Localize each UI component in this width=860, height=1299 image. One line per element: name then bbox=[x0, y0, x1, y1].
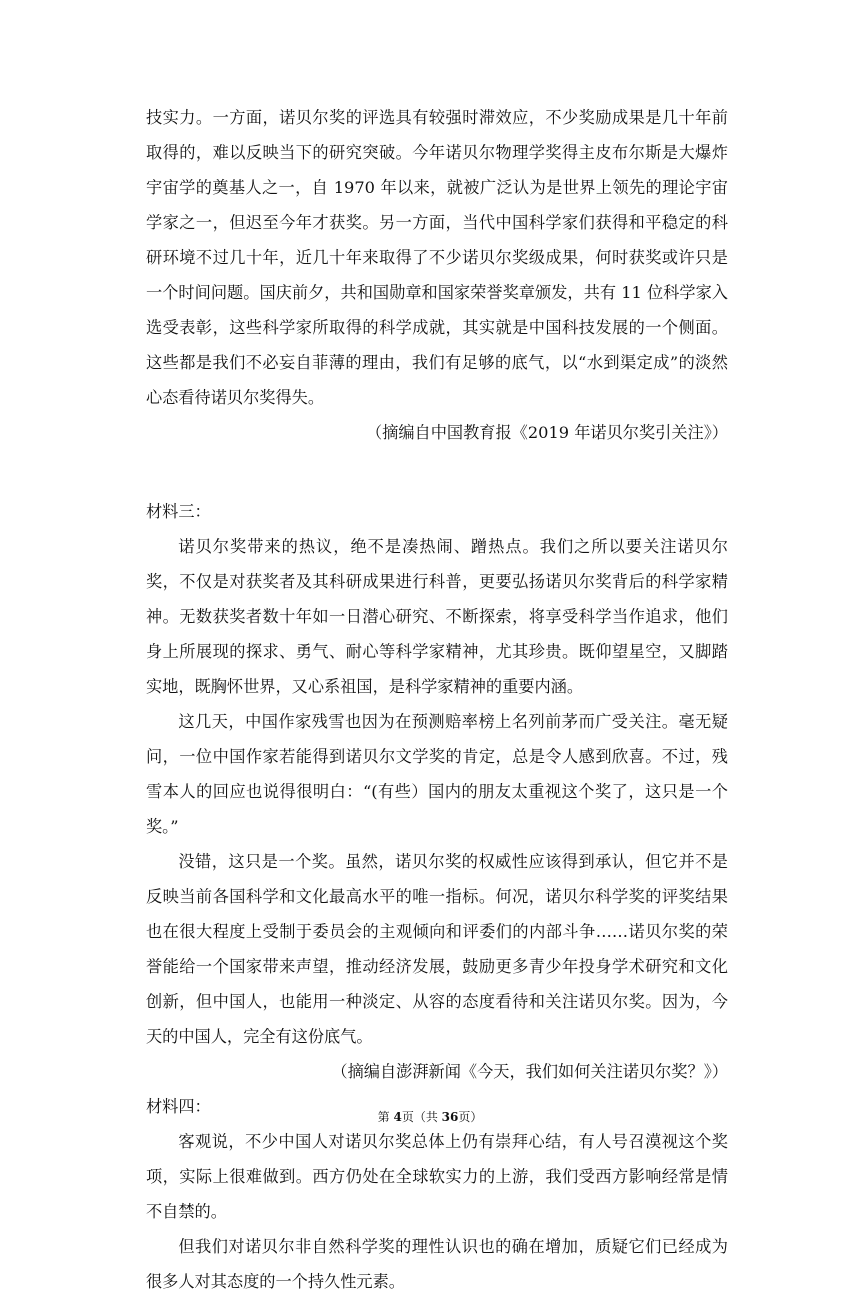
section-spacer bbox=[146, 450, 728, 494]
material4-heading: 材料四： bbox=[146, 1097, 211, 1116]
material3-paragraph-2: 这几天，中国作家残雪也因为在预测赔率榜上名列前茅而广受关注。毫无疑问，一位中国作家若能得到诺贝尔文学奖的肯定，总是令人感到欣喜。不过，残雪本人的回应也说得很明白：“(有些）国内的朋友太重视这个奖了，这只是一个奖。” bbox=[146, 712, 728, 836]
material4-paragraph-1: 客观说，不少中国人对诺贝尔奖总体上仍有崇拜心结，有人号召漠视这个奖项，实际上很难做到。西方仍处在全球软实力的上游，我们受西方影响经常是情不自禁的。 bbox=[146, 1132, 728, 1221]
footer-page-number: 4 bbox=[393, 1110, 402, 1124]
material2-paragraph: 技实力。一方面，诺贝尔奖的评选具有较强时滞效应，不少奖励成果是几十年前取得的，难以反映当下的研究突破。今年诺贝尔物理学奖得主皮布尔斯是大爆炸宇宙学的奠基人之一，自 1970 年以来，就被广泛认为是世界上领先的理论宇宙学家之一，但迟至今年才获奖。另一方面，当代中国科学家们获得和平稳定的科研环境不过几十年，近几十年来取得了不少诺贝尔奖级成果，何时获奖或许只是一个时间问题。国庆前夕，共和国勋章和国家荣誉奖章颁发，共有 11 位科学家入选受表彰，这些科学家所取得的科学成就，其实就是中国科技发展的一个侧面。这些都是我们不必妄自菲薄的理由，我们有足够的底气，以“水到渠定成”的淡然心态看待诺贝尔奖得失。 bbox=[146, 108, 728, 407]
material3-source: （摘编自澎湃新闻《今天，我们如何关注诺贝尔奖？》） bbox=[331, 1062, 728, 1081]
material2-source: （摘编自中国教育报《2019 年诺贝尔奖引关注》） bbox=[366, 423, 728, 442]
material4-paragraph-2: 但我们对诺贝尔非自然科学奖的理性认识也的确在增加，质疑它们已经成为很多人对其态度的一个持久性元素。 bbox=[146, 1237, 728, 1291]
footer-prefix: 第 bbox=[377, 1110, 394, 1124]
page-footer bbox=[0, 1108, 860, 1126]
footer-total-pages: 36 bbox=[441, 1110, 459, 1124]
material3-paragraph-3: 没错，这只是一个奖。虽然，诺贝尔奖的权威性应该得到承认，但它并不是反映当前各国科学和文化最高水平的唯一指标。何况，诺贝尔科学奖的评奖结果也在很大程度上受制于委员会的主观倾向和评委们的内部斗争……诺贝尔奖的荣誉能给一个国家带来声望，推动经济发展，鼓励更多青少年投身学术研究和文化创新，但中国人，也能用一种淡定、从容的态度看待和关注诺贝尔奖。因为，今天的中国人，完全有这份底气。 bbox=[146, 852, 728, 1046]
material3-heading: 材料三： bbox=[146, 502, 211, 521]
footer-suffix: 页） bbox=[458, 1110, 483, 1124]
material3-paragraph-1: 诺贝尔奖带来的热议，绝不是凑热闹、蹭热点。我们之所以要关注诺贝尔奖，不仅是对获奖者及其科研成果进行科普，更要弘扬诺贝尔奖背后的科学家精神。无数获奖者数十年如一日潜心研究、不断探索，将享受科学当作追求，他们身上所展现的探求、勇气、耐心等科学家精神，尤其珍贵。既仰望星空，又脚踏实地，既胸怀世界，又心系祖国，是科学家精神的重要内涵。 bbox=[146, 537, 728, 696]
footer-middle: 页（共 bbox=[401, 1110, 442, 1124]
